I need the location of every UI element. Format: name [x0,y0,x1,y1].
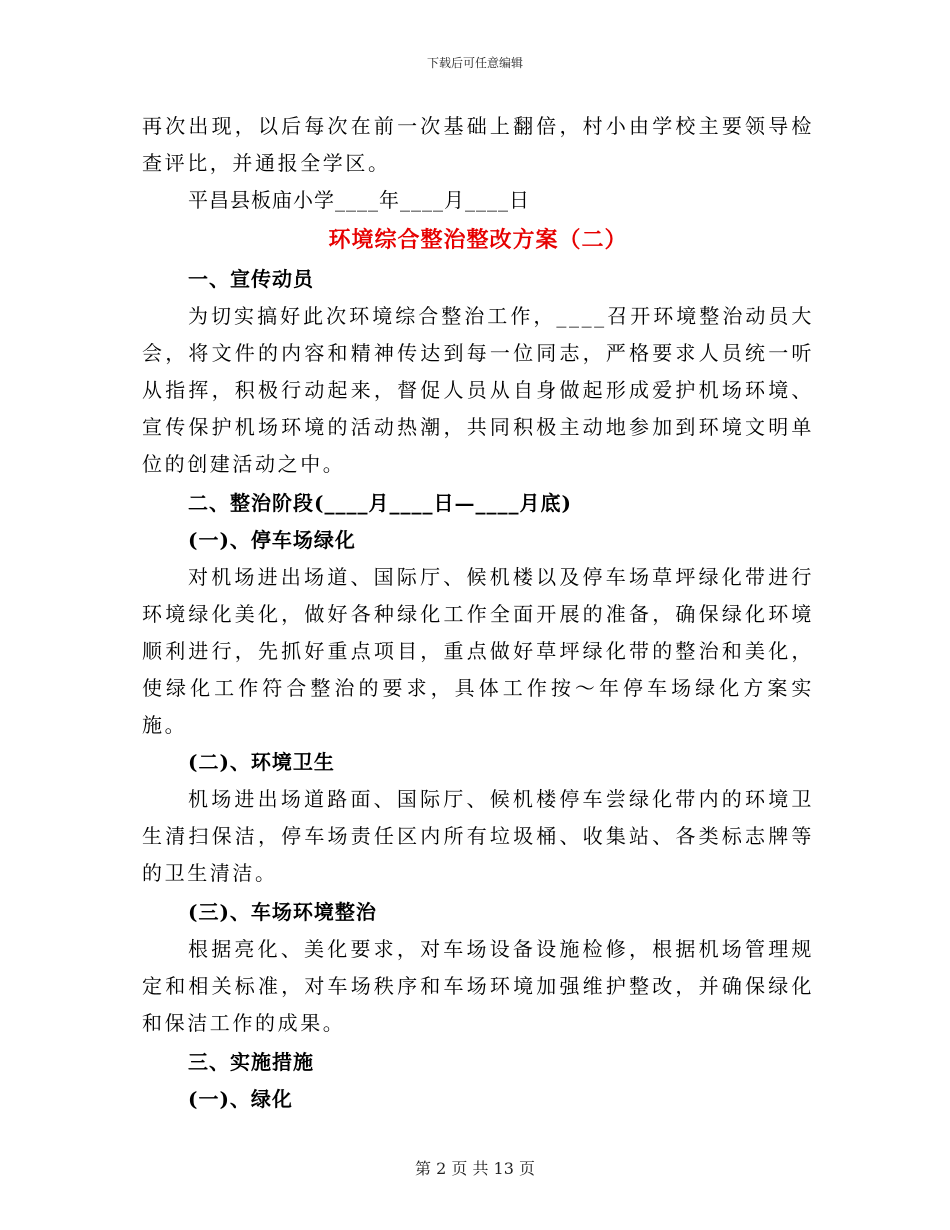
parking-environment-paragraph: 根据亮化、美化要求，对车场设备设施检修，根据机场管理规定和相关标准，对车场秩序和车场环境加强维护整改，并确保绿化和保洁工作的成果。 [142,937,814,1035]
section-heading-measures: 三、实施措施 [188,1050,314,1074]
subheading-greening: (一)、绿化 [188,1087,293,1111]
publicity-paragraph: 为切实搞好此次环境综合整治工作，____召开环境整治动员大会，将文件的内容和精神传达到每一位同志，严格要求人员统一听从指挥，积极行动起来，督促人员从自身做起形成爱护机场环境、宣传保护机场环境的活动热潮，共同积极主动地参加到环境文明单位的创建活动之中。 [142,304,814,476]
page-number-footer: 第 2 页 共 13 页 [415,1159,535,1178]
section-heading-rectification-stage: 二、整治阶段(____月____日—____月底) [188,491,572,515]
section-heading-publicity: 一、宣传动员 [188,267,314,291]
subheading-parking-greening: (一)、停车场绿化 [188,528,356,552]
parking-greening-paragraph: 对机场进出场道、国际厅、候机楼以及停车场草坪绿化带进行环境绿化美化，做好各种绿化工作全面开展的准备，确保绿化环境顺利进行，先抓好重点项目，重点做好草坪绿化带的整治和美化，使绿化工作符合整治的要求，具体工作按～年停车场绿化方案实施。 [142,565,814,737]
signature-line: 平昌县板庙小学____年____月____日 [188,188,530,212]
document-title: 环境综合整治整改方案（二） [328,227,628,253]
subheading-environmental-hygiene: (二)、环境卫生 [188,750,335,774]
subheading-parking-environment: (三)、车场环境整治 [188,900,377,924]
document-body [142,108,814,1118]
continuation-paragraph: 再次出现，以后每次在前一次基础上翻倍，村小由学校主要领导检查评比，并通报全学区。 [142,114,814,175]
environmental-hygiene-paragraph: 机场进出场道路面、国际厅、候机楼停车尝绿化带内的环境卫生清扫保洁，停车场责任区内所有垃圾桶、收集站、各类标志牌等的卫生清洁。 [142,787,814,885]
page-header-note: 下载后可任意编辑 [426,56,523,70]
